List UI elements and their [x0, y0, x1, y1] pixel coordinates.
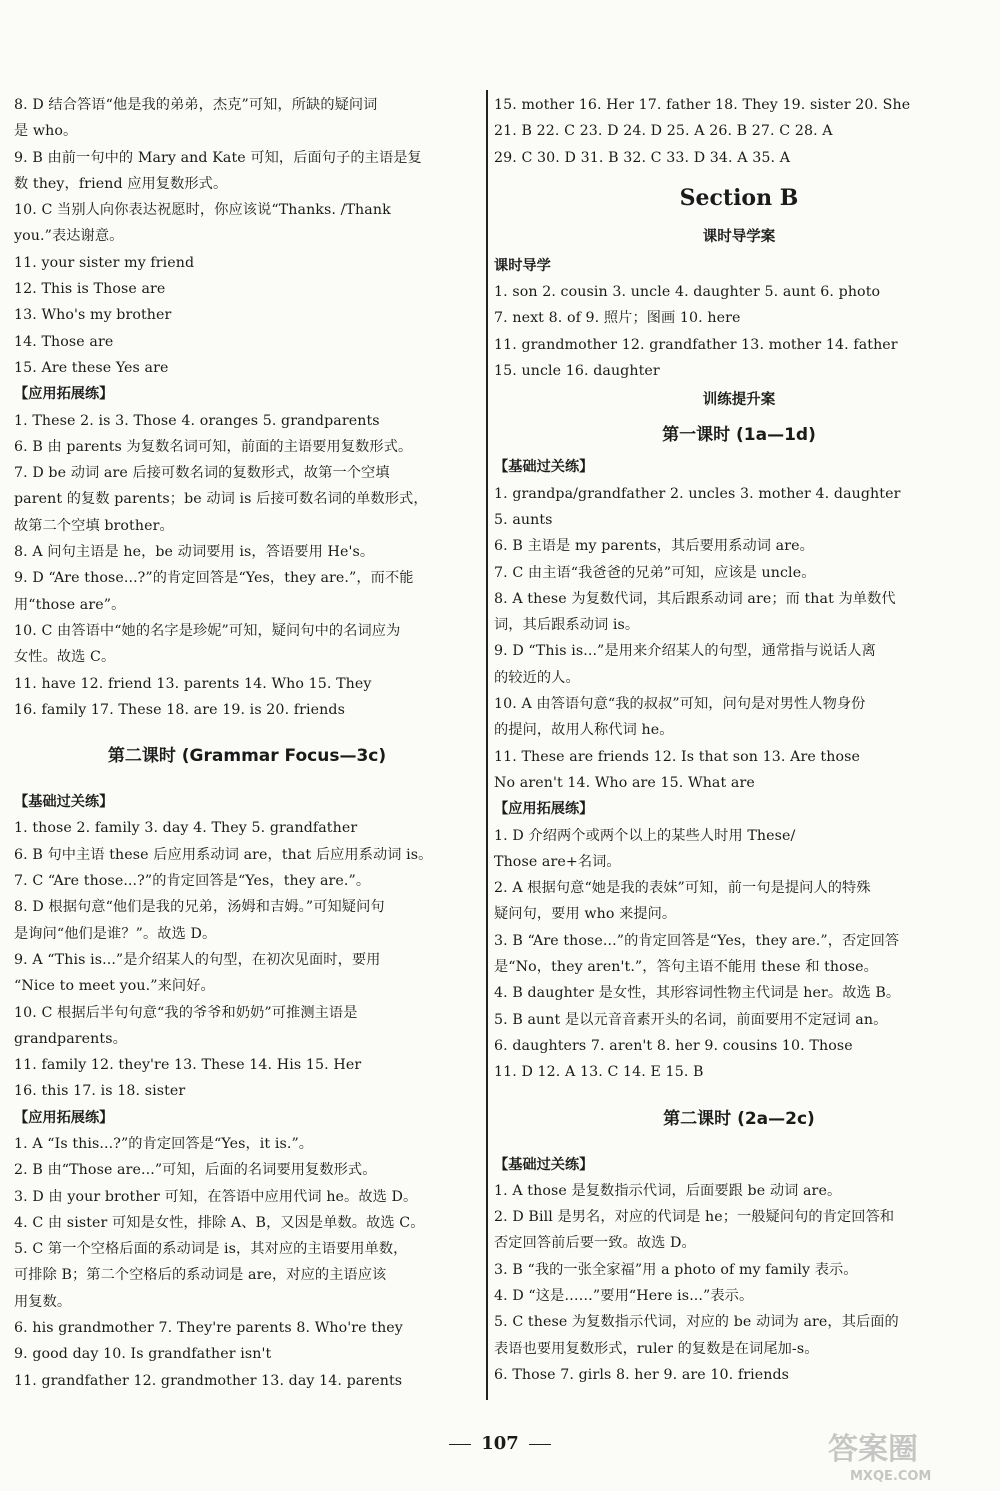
answer-line: 4. C 由 sister 可知是女性，排除 A、B，又因是单数。故选 C。 [14, 1214, 425, 1231]
lesson-heading: 第二课时 (2a—2c) [663, 1108, 815, 1129]
section-label: 课时导学 [494, 257, 551, 274]
answer-line: 词，其后跟系动词 is。 [494, 617, 640, 634]
answer-line: 8. D 结合答语“他是我的弟弟，杰克”可知，所缺的疑问词 [14, 97, 378, 113]
answer-line: 是“No，they aren't.”，答句主语不能用 these 和 those。 [494, 959, 878, 976]
answer-line: 11. your sister my friend [14, 254, 195, 271]
answer-line: 3. D 由 your brother 可知，在答语中应用代词 he。故选 D。 [14, 1188, 418, 1205]
spacer [14, 775, 480, 789]
section-label: 【应用拓展练】 [494, 801, 594, 818]
answer-line: 3. B “我的一张全家福”用 a photo of my family 表示。 [494, 1261, 858, 1278]
answer-line: 3. B “Are those...”的肯定回答是“Yes，they are.”，否定回答 [494, 932, 900, 949]
column-divider [486, 90, 488, 1400]
answer-line: 表语也要用复数形式，ruler 的复数是在词尾加-s。 [494, 1340, 819, 1357]
answer-line: No aren't 14. Who are 15. What are [494, 774, 755, 791]
answer-line: 11. grandfather 12. grandmother 13. day 14. parents [14, 1372, 403, 1389]
answer-line: parent 的复数 parents；be 动词 is 后接可数名词的单数形式， [14, 491, 428, 508]
answer-line: you.”表达谢意。 [14, 228, 124, 245]
sub-heading: 训练提升案 [702, 392, 776, 409]
answer-line: 9. good day 10. Is grandfather isn't [14, 1346, 272, 1363]
answer-line: 12. This is Those are [14, 281, 166, 298]
answer-line: 1. A “Is this...?”的肯定回答是“Yes，it is.”。 [14, 1135, 314, 1152]
answer-line: 15. Are these Yes are [14, 359, 169, 376]
answer-line: 9. A “This is...”是介绍某人的句型，在初次见面时，要用 [14, 951, 381, 968]
section-label: 【基础过关练】 [14, 794, 114, 811]
lesson-heading: 第二课时 (Grammar Focus—3c) [107, 746, 387, 767]
dash-left [449, 1444, 471, 1445]
answer-line: 是 who。 [14, 123, 78, 140]
answer-line: 11. D 12. A 13. C 14. E 15. B [494, 1064, 704, 1081]
left-column [14, 92, 480, 1394]
answer-line: 8. A 问句主语是 he，be 动词要用 is，答语要用 He's。 [14, 544, 375, 561]
answer-line: 16. family 17. These 18. are 19. is 20. friends [14, 701, 345, 718]
spacer [494, 1086, 984, 1100]
answer-line: 29. C 30. D 31. B 32. C 33. D 34. A 35. A [494, 149, 791, 166]
answer-line: grandparents。 [14, 1030, 127, 1047]
answer-line: 可排除 B；第二个空格后的系动词是 are，对应的主语应该 [14, 1267, 387, 1284]
answer-line: 2. A 根据句意“她是我的表妹”可知，前一句是提问人的特殊 [494, 880, 871, 897]
answer-line: Those are+名词。 [494, 853, 621, 870]
answer-line: 7. C 由主语“我爸爸的兄弟”可知，应该是 uncle。 [494, 564, 816, 581]
answer-line: 10. C 根据后半句句意“我的爷爷和奶奶”可推测主语是 [14, 1004, 358, 1021]
answer-line: 16. this 17. is 18. sister [14, 1083, 186, 1100]
answer-line: 6. his grandmother 7. They're parents 8. Who're they [14, 1320, 403, 1337]
answer-line: 1. son 2. cousin 3. uncle 4. daughter 5. aunt 6. photo [494, 284, 881, 301]
answer-line: 1. D 介绍两个或两个以上的某些人时用 These/ [494, 827, 796, 844]
answer-line: 6. Those 7. girls 8. her 9. are 10. friends [494, 1366, 790, 1383]
spacer [14, 723, 480, 737]
answer-line: 13. Who's my brother [14, 307, 172, 324]
answer-line: 1. These 2. is 3. Those 4. oranges 5. grandparents [14, 412, 380, 429]
dash-right [529, 1444, 551, 1445]
answer-line: 否定回答前后要一致。故选 D。 [494, 1235, 696, 1252]
answer-line: 11. family 12. they're 13. These 14. His 15. Her [14, 1057, 362, 1074]
answer-line: 6. B 主语是 my parents，其后要用系动词 are。 [494, 538, 814, 555]
answer-line: 4. D “这是……”要用“Here is...”表示。 [494, 1287, 754, 1304]
answer-line: 疑问句，要用 who 来提问。 [494, 906, 677, 923]
answer-line: 9. D “This is...”是用来介绍某人的句型，通常指与说话人离 [494, 643, 876, 660]
answer-line: 6. daughters 7. aren't 8. her 9. cousins 10. Those [494, 1037, 853, 1054]
answer-line: 7. D be 动词 are 后接可数名词的复数形式，故第一个空填 [14, 465, 390, 482]
section-label: 【应用拓展练】 [14, 1109, 114, 1126]
answer-line: “Nice to meet you.”来问好。 [14, 978, 215, 995]
answer-line: 女性。故选 C。 [14, 649, 116, 666]
watermark-logo [820, 1425, 990, 1485]
answer-line: 15. mother 16. Her 17. father 18. They 19. sister 20. She [494, 97, 911, 113]
answer-line: 5. C these 为复数指示代词，对应的 be 动词为 are，其后面的 [494, 1314, 899, 1331]
answer-line: 1. A those 是复数指示代词，后面要跟 be 动词 are。 [494, 1182, 842, 1199]
answer-line: 用“those are”。 [14, 596, 126, 613]
answer-line: 7. C “Are those...?”的肯定回答是“Yes，they are.”。 [14, 873, 371, 890]
answer-line: 21. B 22. C 23. D 24. D 25. A 26. B 27. C 28. A [494, 123, 833, 140]
answer-line: 5. aunts [494, 511, 553, 528]
answer-line: 7. next 8. of 9. 照片；图画 10. here [494, 310, 741, 327]
answer-line: 9. B 由前一句中的 Mary and Kate 可知，后面句子的主语是复 [14, 149, 422, 166]
answer-line: 10. C 当别人向你表达祝愿时，你应该说“Thanks. /Thank [14, 202, 391, 219]
section-label: 【基础过关练】 [494, 1156, 594, 1173]
watermark-text: 答案圈 [828, 1432, 918, 1467]
answer-line: 的提问，故用人称代词 he。 [494, 722, 674, 739]
answer-line: 2. B 由“Those are...”可知，后面的名词要用复数形式。 [14, 1162, 377, 1179]
answer-line: 4. B daughter 是女性，其形容词性物主代词是 her。故选 B。 [494, 985, 901, 1002]
answer-line: 故第二个空填 brother。 [14, 517, 174, 534]
answer-line: 15. uncle 16. daughter [494, 363, 660, 380]
answer-line: 1. those 2. family 3. day 4. They 5. grandfather [14, 820, 358, 837]
answer-line: 6. B 句中主语 these 后应用系动词 are，that 后应用系动词 is。 [14, 846, 433, 863]
answer-line: 8. D 根据句意“他们是我的兄弟，汤姆和吉姆。”可知疑问句 [14, 899, 385, 916]
section-label: 【基础过关练】 [494, 459, 594, 476]
answer-line: 用复数。 [14, 1293, 72, 1310]
answer-line: 5. B aunt 是以元音音素开头的名词，前面要用不定冠词 an。 [494, 1011, 888, 1028]
watermark-url: MXQE.COM [850, 1469, 932, 1484]
answer-line: 9. D “Are those...?”的肯定回答是“Yes，they are.”，而不能 [14, 570, 414, 587]
right-column [494, 92, 984, 1388]
answer-line: 数 they，friend 应用复数形式。 [14, 175, 228, 192]
answer-line: 10. A 由答语句意“我的叔叔”可知，问句是对男性人物身份 [494, 696, 866, 713]
section-title: Section B [679, 184, 799, 211]
answer-line: 是询问“他们是谁？”。故选 D。 [14, 925, 217, 942]
answer-line: 1. grandpa/grandfather 2. uncles 3. mother 4. daughter [494, 485, 901, 502]
answer-line: 的较近的人。 [494, 669, 580, 686]
spacer [494, 1138, 984, 1152]
page-number: 107 [481, 1433, 519, 1454]
answer-line: 11. These are friends 12. Is that son 13. Are those [494, 748, 860, 765]
lesson-heading: 第一课时 (1a—1d) [662, 425, 816, 446]
answer-line: 10. C 由答语中“她的名字是珍妮”可知，疑问句中的名词应为 [14, 622, 401, 639]
section-label: 【应用拓展练】 [14, 386, 114, 403]
answer-line: 8. A these 为复数代词，其后跟系动词 are；而 that 为单数代 [494, 590, 896, 607]
answer-line: 14. Those are [14, 333, 114, 350]
sub-heading: 课时导学案 [702, 228, 776, 245]
answer-line: 11. have 12. friend 13. parents 14. Who 15. They [14, 675, 372, 692]
answer-line: 2. D Bill 是男名，对应的代词是 he；一般疑问句的肯定回答和 [494, 1209, 895, 1226]
answer-line: 11. grandmother 12. grandfather 13. mother 14. father [494, 336, 898, 353]
answer-line: 5. C 第一个空格后面的系动词是 is，其对应的主语要用单数， [14, 1241, 408, 1258]
answer-line: 6. B 由 parents 为复数名词可知，前面的主语要用复数形式。 [14, 438, 413, 455]
